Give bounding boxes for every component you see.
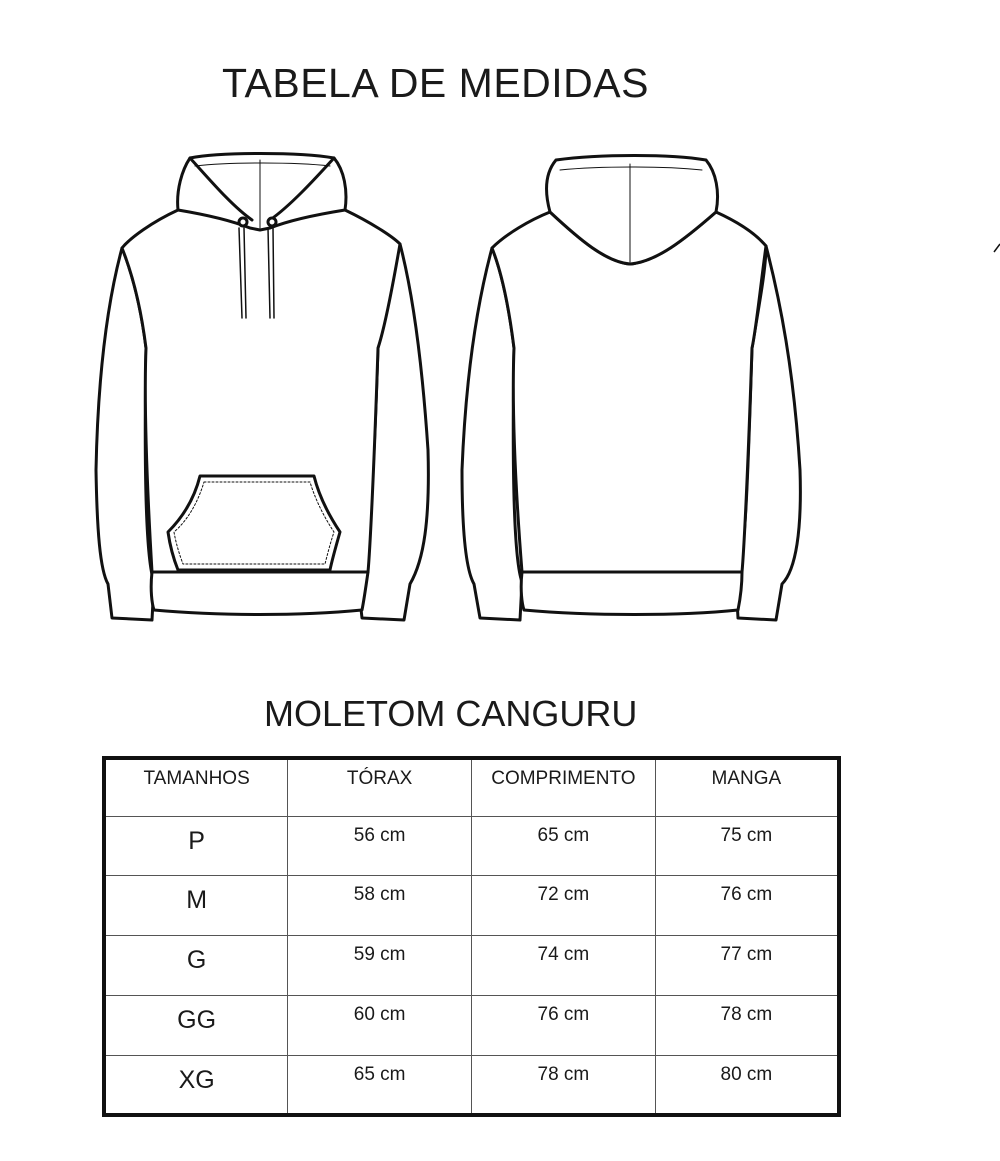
- hoodie-front-icon: [96, 154, 428, 621]
- torax-cell: 60 cm: [288, 995, 472, 1055]
- table-header-row: [104, 758, 839, 816]
- size-cell: G: [104, 936, 288, 996]
- manga-cell: 78 cm: [655, 995, 839, 1055]
- table-row: [104, 876, 839, 936]
- size-cell: GG: [104, 995, 288, 1055]
- table-row: [104, 995, 839, 1055]
- comprimento-cell: 65 cm: [472, 816, 656, 876]
- size-table: [102, 756, 841, 1117]
- product-name: MOLETOM CANGURU: [264, 693, 638, 734]
- comprimento-cell: 74 cm: [472, 936, 656, 996]
- manga-cell: 75 cm: [655, 816, 839, 876]
- header-torax: TÓRAX: [288, 758, 472, 816]
- header-tamanhos: TAMANHOS: [104, 758, 288, 816]
- comprimento-cell: 72 cm: [472, 876, 656, 936]
- table-row: [104, 816, 839, 876]
- manga-cell: 80 cm: [655, 1055, 839, 1115]
- manga-cell: 77 cm: [655, 936, 839, 996]
- table-row: [104, 936, 839, 996]
- torax-cell: 59 cm: [288, 936, 472, 996]
- torax-cell: 56 cm: [288, 816, 472, 876]
- header-comprimento: COMPRIMENTO: [472, 758, 656, 816]
- header-manga: MANGA: [655, 758, 839, 816]
- table-row: [104, 1055, 839, 1115]
- size-cell: XG: [104, 1055, 288, 1115]
- size-cell: M: [104, 876, 288, 936]
- page-title: TABELA DE MEDIDAS: [222, 60, 649, 106]
- torax-cell: 65 cm: [288, 1055, 472, 1115]
- hoodie-back-icon: [462, 156, 800, 621]
- manga-cell: 76 cm: [655, 876, 839, 936]
- size-cell: P: [104, 816, 288, 876]
- torax-cell: 58 cm: [288, 876, 472, 936]
- comprimento-cell: 78 cm: [472, 1055, 656, 1115]
- comprimento-cell: 76 cm: [472, 995, 656, 1055]
